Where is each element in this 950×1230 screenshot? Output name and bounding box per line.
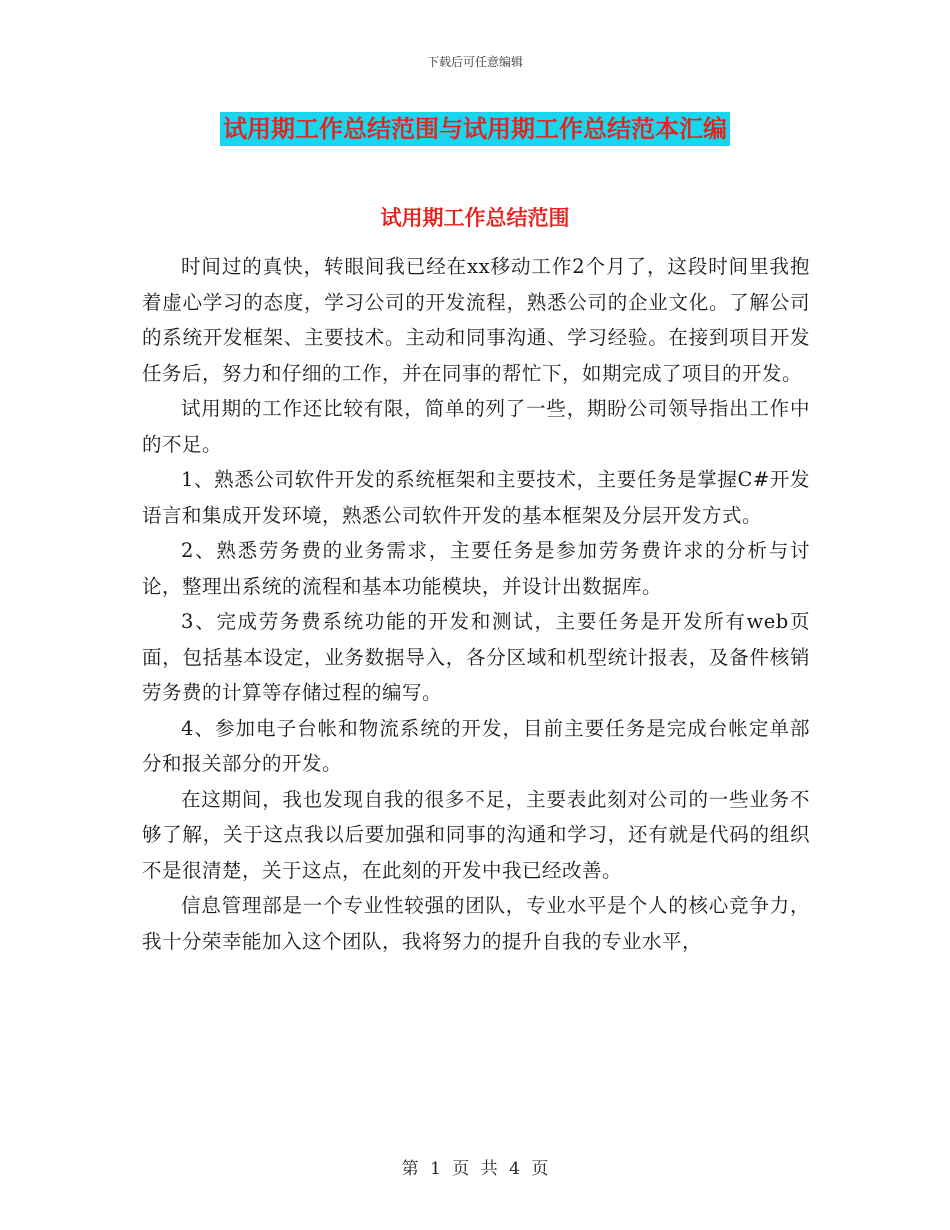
paragraph: 时间过的真快，转眼间我已经在xx移动工作2个月了，这段时间里我抱着虚心学习的态度，学习公司的开发流程，熟悉公司的企业文化。了解公司的系统开发框架、主要技术。主动和同事沟通、学习经验。在接到项目开发任务后，努力和仔细的工作，并在同事的帮忙下，如期完成了项目的开发。 bbox=[142, 255, 810, 385]
document-title: 试用期工作总结范围与试用期工作总结范本汇编 bbox=[220, 112, 730, 146]
page-footer: 第 1 页 共 4 页 bbox=[401, 1159, 549, 1179]
paragraph: 信息管理部是一个专业性较强的团队，专业水平是个人的核心竞争力，我十分荣幸能加入这个团队，我将努力的提升自我的专业水平， bbox=[142, 894, 810, 953]
document-body bbox=[142, 249, 810, 959]
section-title: 试用期工作总结范围 bbox=[380, 206, 570, 230]
paragraph: 2、熟悉劳务费的业务需求，主要任务是参加劳务费许求的分析与讨论，整理出系统的流程和基本功能模块，并设计出数据库。 bbox=[142, 539, 810, 598]
paragraph: 3、完成劳务费系统功能的开发和测试，主要任务是开发所有web页面，包括基本设定，业务数据导入，各分区域和机型统计报表，及备件核销劳务费的计算等存储过程的编写。 bbox=[142, 610, 810, 704]
paragraph: 1、熟悉公司软件开发的系统框架和主要技术，主要任务是掌握C#开发语言和集成开发环境，熟悉公司软件开发的基本框架及分层开发方式。 bbox=[142, 468, 810, 527]
paragraph: 在这期间，我也发现自我的很多不足，主要表此刻对公司的一些业务不够了解，关于这点我以后要加强和同事的沟通和学习，还有就是代码的组织不是很清楚，关于这点，在此刻的开发中我已经改善。 bbox=[142, 787, 810, 882]
document-title-container bbox=[0, 112, 950, 146]
paragraph: 试用期的工作还比较有限，简单的列了一些，期盼公司领导指出工作中的不足。 bbox=[142, 397, 810, 456]
paragraph: 4、参加电子台帐和物流系统的开发，目前主要任务是完成台帐定单部分和报关部分的开发。 bbox=[142, 716, 810, 775]
page-header: 下载后可任意编辑 bbox=[426, 55, 523, 69]
